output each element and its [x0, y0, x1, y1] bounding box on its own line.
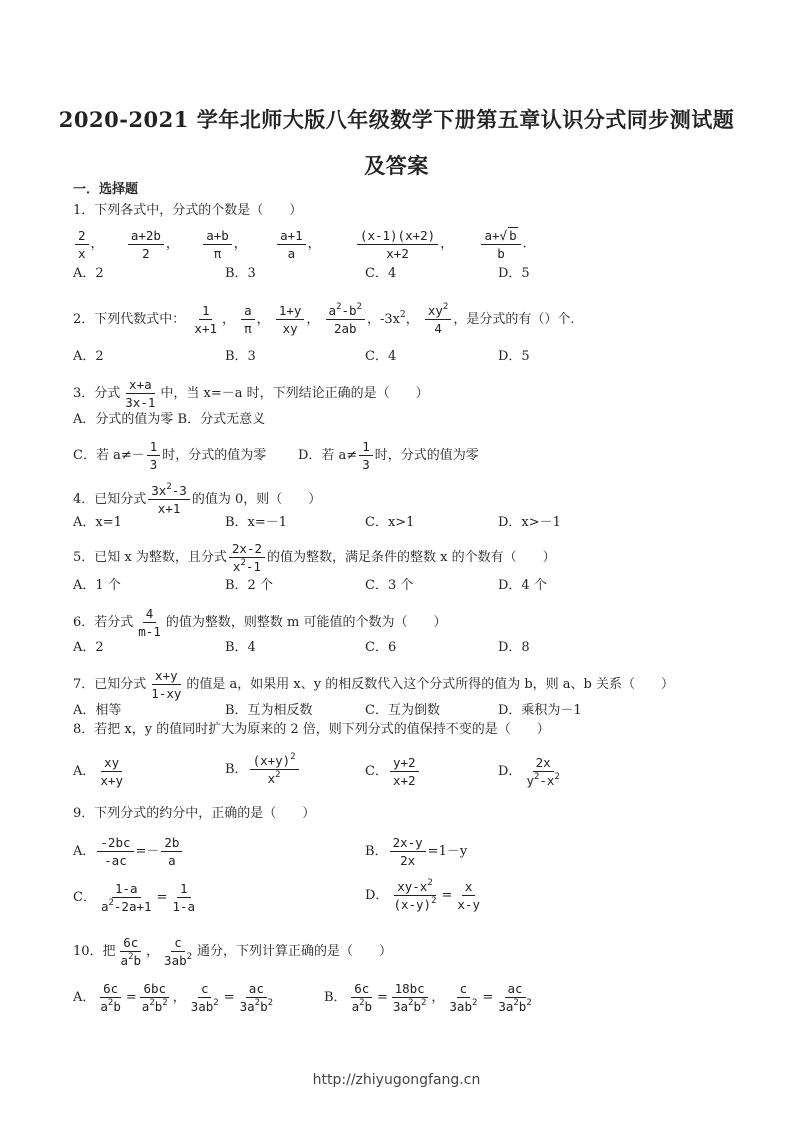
option-b: B． $\frac{(x+y)^2}{x^2}$	[225, 752, 301, 787]
question-3-option-d: D．若 a≠ $\frac{1}{3}$ 时，分式的值为零	[298, 439, 479, 472]
option-a: A．2	[73, 349, 104, 364]
option-c: C．互为倒数	[365, 703, 440, 718]
option-d: D．乘积为－1	[498, 703, 582, 718]
option-c: C． $\frac{y+2}{x+2}$	[365, 754, 421, 789]
question-4-stem: 4．已知分式 $\frac{3x^2-3}{x+1}$ 的值为 0，则（ ）	[73, 482, 322, 516]
option-d: D．4 个	[498, 578, 547, 593]
option-c: C．6	[365, 640, 397, 655]
option-a: A．2	[73, 266, 104, 281]
fraction-with-root: $\frac{a+√ b}{b}$	[481, 226, 520, 262]
option-a: A． $\frac{xy}{x+y}$	[73, 755, 123, 788]
option-d: D．x>－1	[498, 515, 561, 530]
fraction: $\frac{(x-1)(x+2)}{x+2}$	[357, 227, 438, 262]
option-a: A．2	[73, 640, 104, 655]
option-b: B．4	[225, 640, 256, 655]
question-2-stem: 2．下列代数式中： $\frac{1}{x+1}$ ， $\frac{a}{\pi}$ ， $\frac{1+y}{xy}$ ， $\frac{a^2-b^2}{2ab}$ ，$-3x^2$， $\frac{xy^2}{4}$ ，是分式的有（）个.	[73, 302, 575, 336]
fraction: $\frac{2}{x}$	[75, 227, 89, 262]
option-b: B． $\frac{2x-y}{2x}$ =1－y	[365, 835, 468, 868]
question-5-stem: 5．已知 x 为整数，且分式 $\frac{2x-2}{x^2-1}$ 的值为整数，满足条件的整数 x 的个数有（ ）	[73, 541, 556, 574]
option-c: C．3 个	[365, 578, 414, 593]
question-7-stem: 7．已知分式 $\frac{x+y}{1-xy}$ 的值是 a，如果用 x、y 的相反数代入这个分式所得的值为 b，则 a、b 关系（ ）	[73, 668, 675, 701]
question-1-stem: 1．下列各式中，分式的个数是（ ）	[73, 203, 303, 218]
option-b: B． $\frac{6c}{a^2b}$ = $\frac{18bc}{3a^2b^2}$ ， $\frac{c}{3ab^2}$ = $\frac{ac}{3a^2b^2}$	[324, 981, 532, 1014]
question-3-option-ab: A．分式的值为零 B．分式无意义	[73, 412, 266, 427]
question-1-expressions: $\frac{2}{x}$ ， $\frac{a+2b}{2}$ ， $\frac{a+b}{\pi}$ ， $\frac{a+1}{a}$ ， $\frac{(x-1)(x+2)}{x+2}$ ， $\frac{a+√ b}{b}$ .	[73, 226, 527, 262]
option-c: C．4	[365, 349, 397, 364]
option-a: A．1 个	[73, 578, 121, 593]
question-8-stem: 8．若把 x，y 的值同时扩大为原来的 2 倍，则下列分式的值保持不变的是（ ）	[73, 722, 550, 737]
option-d: D．5	[498, 349, 530, 364]
option-c: C． $\frac{1-a}{a^2-2a+1}$ = $\frac{1}{1-a}$	[73, 881, 196, 914]
option-c: C．x>1	[365, 515, 415, 530]
footer-url: http://zhiyugongfang.cn	[312, 1072, 481, 1088]
option-d: D． $\frac{xy-x^2}{(x-y)^2}$ = $\frac{x}{x-y}$	[365, 878, 480, 912]
page-title-line2: 及答案	[364, 153, 429, 178]
option-b: B．2 个	[225, 578, 273, 593]
fraction: $\frac{a+1}{a}$	[277, 227, 306, 262]
page-title: 2020-2021 学年北师大版八年级数学下册第五章认识分式同步测试题	[58, 107, 735, 132]
option-d: D．5	[498, 266, 530, 281]
option-b: B．3	[225, 266, 256, 281]
option-a: A． $\frac{-2bc}{-ac}$ =－ $\frac{2b}{a}$	[73, 834, 184, 869]
option-b: B．3	[225, 349, 256, 364]
question-3-option-c: C．若 a≠－ $\frac{1}{3}$ 时，分式的值为零	[73, 439, 267, 472]
option-b: B．互为相反数	[225, 703, 313, 718]
option-c: C．4	[365, 266, 397, 281]
question-6-stem: 6．若分式 $\frac{4}{m-1}$ 的值为整数，则整数 m 可能值的个数为（ ）	[73, 606, 447, 639]
question-9-stem: 9．下列分式的约分中，正确的是（ ）	[73, 806, 316, 821]
question-3-stem: 3．分式 $\frac{x+a}{3x-1}$ 中，当 x=－a 时，下列结论正确的是（ ）	[73, 377, 429, 410]
question-10-stem: 10．把 $\frac{6c}{a^2b}$ ， $\frac{c}{3ab^2}$ 通分，下列计算正确的是（ ）	[73, 935, 393, 968]
option-d: D． $\frac{2x}{y^2-x^2}$	[498, 755, 560, 788]
option-a: A．x=1	[73, 515, 122, 530]
fraction: $\frac{a+b}{\pi}$	[203, 227, 232, 262]
option-a: A．相等	[73, 703, 122, 718]
option-a: A． $\frac{6c}{a^2b}$ = $\frac{6bc}{a^2b^2}$ ， $\frac{c}{3ab^2}$ = $\frac{ac}{3a^2b^2}$	[73, 981, 274, 1014]
option-b: B．x=－1	[225, 515, 288, 530]
section-heading: 一．选择题	[73, 182, 139, 197]
fraction: $\frac{a+2b}{2}$	[128, 227, 164, 262]
option-d: D．8	[498, 640, 530, 655]
